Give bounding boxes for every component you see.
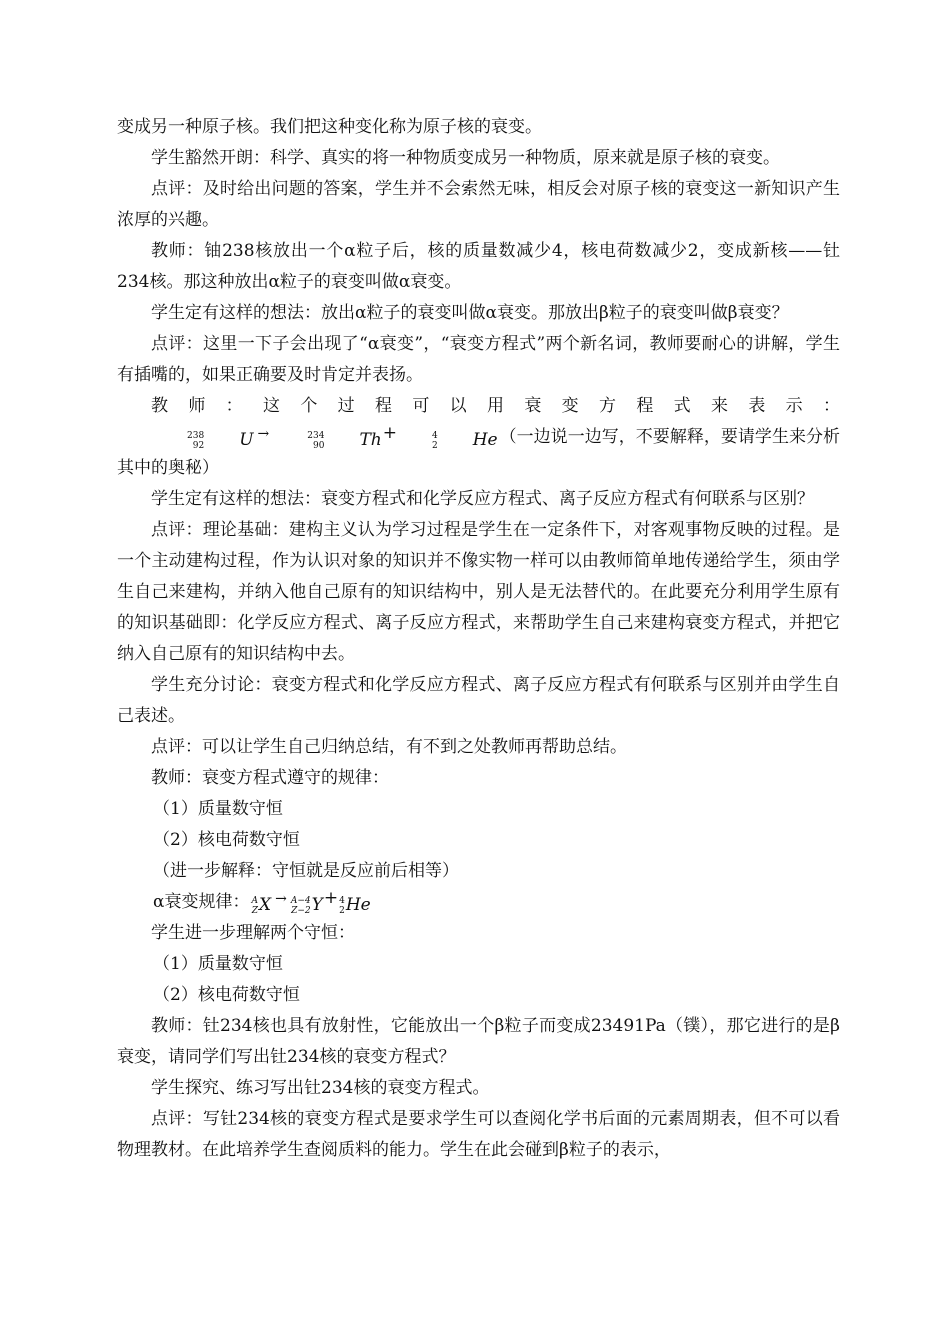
paragraph-decay-equation: [117, 391, 840, 484]
nuclide-thorium: 234 90 Th: [307, 430, 382, 451]
nuclide-helium: 4 2 He: [431, 430, 498, 451]
paragraph: 学生豁然开朗：科学、真实的将一种物质变成另一种物质，原来就是原子核的衰变。: [151, 148, 780, 168]
nuclide-x: A Z X: [251, 895, 272, 916]
paragraph: 点评：理论基础：建构主义认为学习过程是学生在一定条件下，对客观事物反映的过程。是一个主动建构过程，作为认识对象的知识并不像实物一样可以由教师简单地传递给学生，须由学生自己来建构，并纳入他自己原有的知识结构中，别人是无法替代的。在此要充分利用学生原有的知识基础即：化学反应方程式、离子反应方程式，来帮助学生自己来建构衰变方程式，并把它纳入自己原有的知识结构中去。: [117, 520, 840, 664]
paragraph: 教师：衰变方程式遵守的规律：: [151, 768, 389, 788]
arrow-symbol: →: [257, 425, 270, 442]
nuclide-helium: 4 2 He: [339, 895, 371, 916]
paragraph: 教师：铀238核放出一个α粒子后，核的质量数减少4，核电荷数减少2，变成新核——钍234核。那这种放出α粒子的衰变叫做α衰变。: [117, 241, 840, 292]
paragraph: 点评：及时给出问题的答案，学生并不会索然无味，相反会对原子核的衰变这一新知识产生浓厚的兴趣。: [117, 179, 840, 230]
equation-lead-text: 教师：这个过程可以用衰变方程式来表示：: [151, 396, 840, 416]
paragraph: 教师：钍234核也具有放射性，它能放出一个β粒子而变成23491Pa（镤），那它进行的是β衰变，请同学们写出钍234核的衰变方程式？: [117, 1016, 840, 1067]
list-item: （2）核电荷数守恒: [153, 985, 300, 1005]
list-item: （1）质量数守恒: [153, 954, 283, 974]
paragraph: 点评：可以让学生自己归纳总结，有不到之处教师再帮助总结。: [151, 737, 627, 757]
list-item: （1）质量数守恒: [153, 799, 283, 819]
paragraph: 学生探究、练习写出钍234核的衰变方程式。: [151, 1078, 490, 1098]
paragraph: 学生充分讨论：衰变方程式和化学反应方程式、离子反应方程式有何联系与区别并由学生自己表述。: [117, 675, 840, 726]
plus-symbol: +: [382, 422, 397, 443]
paragraph: 学生定有这样的想法：衰变方程式和化学反应方程式、离子反应方程式有何联系与区别？: [151, 489, 814, 509]
paragraph: 变成另一种原子核。我们把这种变化称为原子核的衰变。: [117, 117, 542, 137]
alpha-decay-equation: [251, 887, 371, 916]
equation-trailing-text: （一边说一边写，不要解释，要请学生来分析其中的奥秘）: [117, 427, 840, 478]
document-page: [117, 112, 840, 1166]
paragraph: 点评：写钍234核的衰变方程式是要求学生可以查阅化学书后面的元素周期表，但不可以看物理教材。在此培养学生查阅质料的能力。学生在此会碰到β粒子的表示，: [117, 1109, 840, 1160]
nuclide-uranium: 238 92 U: [187, 430, 254, 451]
paragraph-alpha-decay-rule: [117, 887, 840, 918]
paragraph: 学生进一步理解两个守恒：: [151, 923, 355, 943]
list-item: （2）核电荷数守恒: [153, 830, 300, 850]
paragraph: 点评：这里一下子会出现了“α衰变”，“衰变方程式”两个新名词，教师要耐心的讲解，学生有插嘴的，如果正确要及时肯定并表扬。: [117, 334, 840, 385]
plus-symbol: +: [323, 887, 339, 908]
rule-lead-text: α衰变规律：: [153, 892, 250, 912]
arrow-symbol: →: [275, 890, 287, 907]
paragraph: （进一步解释：守恒就是反应前后相等）: [153, 861, 459, 881]
paragraph: 学生定有这样的想法：放出α粒子的衰变叫做α衰变。那放出β粒子的衰变叫做β衰变？: [151, 303, 789, 323]
nuclide-y: A−4 Z−2 Y: [290, 895, 323, 916]
uranium-decay-equation: [119, 422, 498, 451]
